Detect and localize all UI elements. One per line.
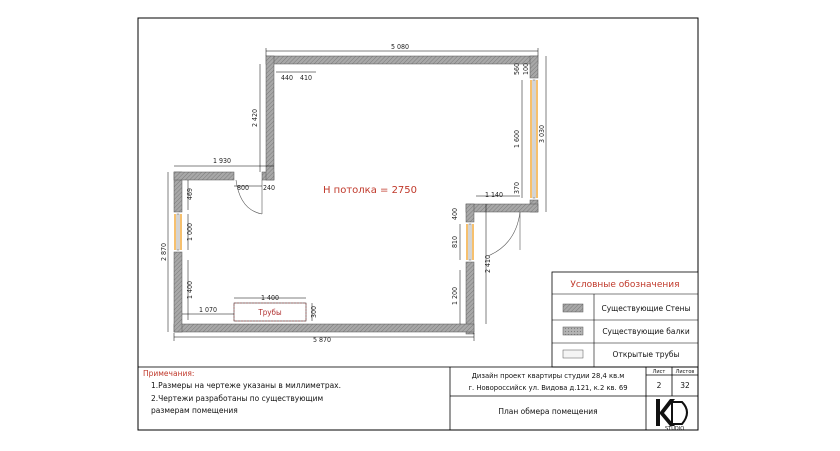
project-line2: г. Новороссийск ул. Видова д.121, к.2 кв. 69	[468, 384, 628, 392]
dim-door-width: 800	[236, 184, 250, 192]
legend-item-walls: Существующие Стены	[601, 304, 691, 313]
project-line1: Дизайн проект квартиры студии 28,4 кв.м	[471, 372, 625, 380]
sheet-frame	[138, 18, 698, 430]
legend-item-pipes: Открытые трубы	[612, 350, 680, 359]
dim-inner-height: 2 410	[484, 254, 492, 274]
logo-studio: STUDIO	[665, 426, 685, 432]
pipes-label: Трубы	[258, 308, 282, 317]
dim-upper-left-height: 2 420	[251, 108, 259, 128]
dim-pipes-depth: 300	[310, 305, 318, 319]
dim-inner-top: 400	[451, 207, 459, 221]
sheet-value: 2	[656, 381, 662, 390]
legend-item-beams: Существующие балки	[602, 327, 690, 336]
legend	[552, 272, 698, 367]
dim-right-lower-piece: 370	[513, 181, 521, 195]
legend-swatch-beams	[563, 327, 583, 335]
dim-left-stub2: 410	[299, 74, 313, 82]
dim-left-total: 2 870	[160, 242, 168, 262]
drawing-name: План обмера помещения	[498, 407, 598, 416]
notes-line2: 2.Чертежи разработаны по существующим	[151, 394, 324, 403]
legend-swatch-pipes	[563, 350, 583, 358]
ceiling-height-label: H потолка = 2750	[322, 185, 418, 196]
windows	[175, 80, 537, 260]
dim-left-step: 1 930	[212, 157, 232, 165]
studio-logo	[656, 399, 687, 432]
dim-left-stub: 440	[280, 74, 294, 82]
dim-inner-lower: 1 200	[451, 286, 459, 306]
legend-swatch-walls	[563, 304, 583, 312]
dim-left-window: 1 000	[186, 222, 194, 242]
sheets-header: Листов	[675, 369, 695, 375]
dim-pipes-offset: 1 070	[198, 306, 218, 314]
dim-bottom-width: 5 870	[312, 336, 332, 344]
dim-right-height: 3 030	[538, 124, 546, 144]
dim-pipes-len: 1 400	[260, 294, 280, 302]
sheet-header: Лист	[652, 369, 666, 375]
dim-inner-step: 1 140	[484, 191, 504, 199]
dim-window-right: 1 600	[513, 129, 521, 149]
legend-title: Условные обозначения	[570, 280, 680, 290]
dim-left-lower: 1 400	[186, 280, 194, 300]
dim-inner-window: 810	[451, 235, 459, 249]
notes-title: Примечания:	[143, 369, 195, 378]
sheets-value: 32	[680, 381, 690, 390]
dim-left-upper-seg: 469	[186, 187, 194, 201]
dim-door-side: 240	[262, 184, 276, 192]
notes-line1: 1.Размеры на чертеже указаны в миллиметрах.	[151, 381, 342, 390]
dim-top-right-b: 100	[522, 62, 530, 76]
notes-line3: размерам помещения	[151, 406, 238, 415]
dim-top-width: 5 080	[390, 43, 410, 51]
dim-top-right-a: 560	[513, 62, 521, 76]
